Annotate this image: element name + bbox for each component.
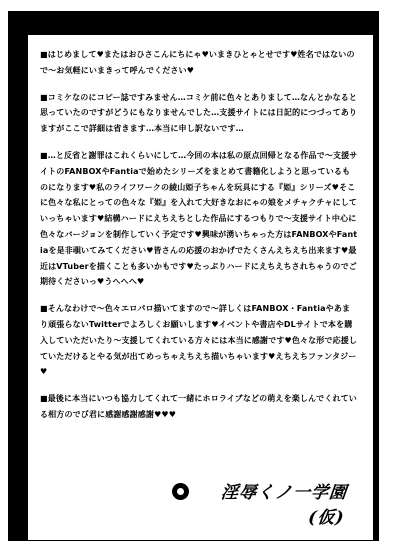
circle-logo-icon: [172, 483, 189, 500]
paragraph-thanks: ■最後に本当にいつも協力してくれて一緒にホロライブなどの萌えを楽しんでくれている相方のでび君に感謝感謝感謝♥♥♥: [40, 394, 357, 419]
circle-signature: 淫辱くノ一学園(仮): [220, 483, 349, 528]
paragraph-greeting: ■はじめまして♥またはおひさこんにちにゃ♥いまきひとゃとせです♥姓名ではないので～お気軽にいまきって呼んでください♥: [40, 50, 355, 75]
paragraph-apology: ■コミケなのにコピー誌ですみません…コミケ前に色々とありまして…なんとかなると思っていたのですがどうにもなりませんでした…支援サイトには日記的につづってありますがここで詳細は省きます…本当に申し訳ないです…: [40, 92, 358, 134]
paragraph-series: ■…と反省と謝罪はこれくらいにして…今回の本は私の原点回帰となる作品で～支援サイトのFANBOXやFantiaで始めたシリーズをまとめて書籍化しようと思っているものになります♥私のライフワークの綾山姫子ちゃんを玩具にする『姫』シリーズ♥そこに色々な私にとっての色々な『姫』を入れて大好きなおにゃの娘をメチャクチャにしていっちゃいます♥結構ハードにえちえちとした作品にするつもりで～支援サイト中心に色々なバージョンを制作していく予定です♥興味が湧いちゃった方はFANBOXやFantiaを是非覗いてみてください♥皆さんの応援のおかげでたくさんえちえち出来ます♥最近はVTuberを描くことも多いかもです♥たっぷりハードにえちえちされちゃうのでご期待くださいっ♥うへへへ♥: [40, 150, 358, 287]
paragraph-links: ■そんなわけで～色々エロパロ描いてますので～詳しくはFANBOX・Fantiaやあまり頑張らないTwitterでよろしくお願いします♥イベントや書店やDLサイトで本を購入していただいたり～支援してくれている方々には本当に感謝です♥色々な形で応援していただけるとやる気が出てめっちゃえちえち描いちゃいます♥えちえちファンタジー♥: [40, 304, 358, 377]
afterword-panel: [28, 35, 373, 540]
afterword-text: [40, 47, 358, 434]
page-border: [8, 11, 379, 541]
